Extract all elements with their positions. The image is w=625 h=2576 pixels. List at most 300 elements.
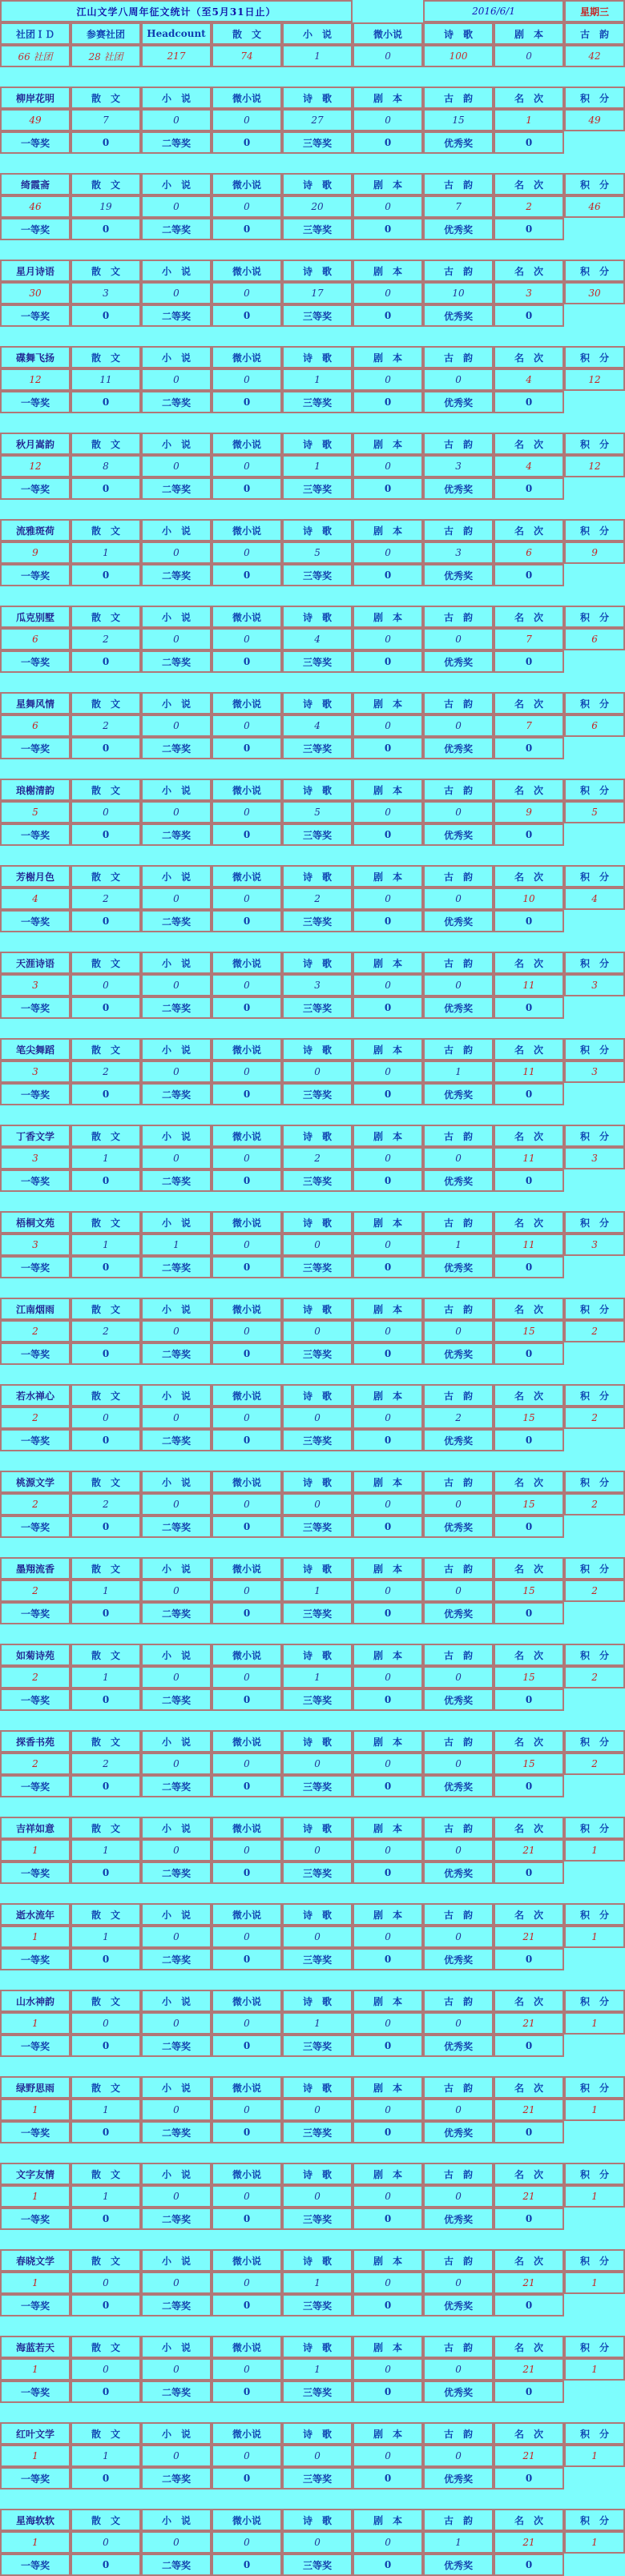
- club-value: 3: [0, 1234, 71, 1256]
- block-spacer: [0, 240, 625, 260]
- award-count: 0: [353, 1862, 423, 1884]
- award-count: 0: [71, 1342, 141, 1365]
- club-value: 0: [141, 541, 212, 564]
- column-label: 散 文: [71, 1471, 141, 1493]
- club-value: 0: [353, 1580, 423, 1602]
- column-label: 诗 歌: [282, 1557, 353, 1580]
- award-count: 0: [494, 1083, 564, 1105]
- club-value: 0: [353, 1320, 423, 1342]
- award-label: 一等奖: [0, 2035, 71, 2057]
- club-values-row: [0, 1234, 625, 1256]
- club-value: 9: [494, 801, 564, 823]
- award-count: 0: [353, 1342, 423, 1365]
- club-values-row: [0, 2012, 625, 2035]
- club-awards-row: [0, 1342, 625, 1365]
- column-label: 名 次: [494, 433, 564, 455]
- column-label: 名 次: [494, 692, 564, 714]
- award-label: 优秀奖: [423, 564, 494, 586]
- award-label: 优秀奖: [423, 2208, 494, 2230]
- club-value: 1: [0, 2185, 71, 2208]
- summary-header-cell: 剧 本: [494, 22, 564, 45]
- column-label: 诗 歌: [282, 865, 353, 888]
- column-label: 散 文: [71, 1730, 141, 1753]
- column-label: 积 分: [564, 1125, 625, 1147]
- club-header-row: [0, 433, 625, 455]
- award-count: 0: [71, 737, 141, 759]
- award-label: 二等奖: [141, 218, 212, 240]
- block-spacer: [0, 1797, 625, 1817]
- column-label: 剧 本: [353, 1211, 423, 1234]
- award-label: 二等奖: [141, 737, 212, 759]
- column-label: 名 次: [494, 2509, 564, 2531]
- column-label: 积 分: [564, 433, 625, 455]
- award-count: 0: [212, 823, 282, 846]
- club-value: 0: [141, 714, 212, 737]
- club-value: 0: [353, 282, 423, 304]
- column-label: 古 韵: [423, 1471, 494, 1493]
- club-value: 0: [212, 2531, 282, 2554]
- award-count: 0: [353, 2035, 423, 2057]
- award-label: 三等奖: [282, 823, 353, 846]
- column-label: 积 分: [564, 2163, 625, 2185]
- award-count: 0: [494, 218, 564, 240]
- column-label: 古 韵: [423, 1817, 494, 1839]
- award-count: 0: [353, 1515, 423, 1538]
- club-value: 0: [141, 2272, 212, 2294]
- award-count: 0: [353, 131, 423, 154]
- club-awards-row: [0, 1083, 625, 1105]
- column-label: 剧 本: [353, 606, 423, 628]
- award-label: 优秀奖: [423, 1775, 494, 1797]
- award-count: 0: [494, 131, 564, 154]
- award-label: 三等奖: [282, 218, 353, 240]
- club-value: 4: [564, 888, 625, 910]
- club-name: 桃源文学: [0, 1471, 71, 1493]
- column-label: 微小说: [212, 2076, 282, 2099]
- column-label: 名 次: [494, 1730, 564, 1753]
- club-value: 0: [212, 282, 282, 304]
- column-label: 散 文: [71, 2163, 141, 2185]
- award-label: 三等奖: [282, 1429, 353, 1451]
- column-label: 诗 歌: [282, 2422, 353, 2445]
- column-label: 古 韵: [423, 606, 494, 628]
- column-label: 名 次: [494, 1471, 564, 1493]
- award-label: 三等奖: [282, 304, 353, 327]
- club-value: 15: [494, 1753, 564, 1775]
- club-value: 0: [353, 1493, 423, 1515]
- column-label: 古 韵: [423, 2509, 494, 2531]
- club-value: 0: [353, 2012, 423, 2035]
- block-spacer: [0, 1365, 625, 1384]
- award-count: 0: [353, 1688, 423, 1711]
- summary-header-cell: 社团ＩＤ: [0, 22, 71, 45]
- club-value: 1: [282, 2272, 353, 2294]
- club-value: 0: [423, 2099, 494, 2121]
- column-label: 微小说: [212, 952, 282, 974]
- club-value: 0: [423, 1580, 494, 1602]
- award-label: 优秀奖: [423, 304, 494, 327]
- club-value: 1: [282, 368, 353, 391]
- column-label: 积 分: [564, 1038, 625, 1061]
- column-label: 微小说: [212, 1211, 282, 1234]
- award-label: 三等奖: [282, 2035, 353, 2057]
- column-label: 散 文: [71, 1644, 141, 1666]
- club-value: 6: [0, 714, 71, 737]
- award-label: 二等奖: [141, 1775, 212, 1797]
- club-value: 0: [212, 2012, 282, 2035]
- column-label: 剧 本: [353, 1990, 423, 2012]
- club-value: 1: [282, 1580, 353, 1602]
- column-label: 小 说: [141, 2076, 212, 2099]
- column-label: 诗 歌: [282, 606, 353, 628]
- club-awards-row: [0, 2208, 625, 2230]
- column-label: 剧 本: [353, 779, 423, 801]
- column-label: 小 说: [141, 519, 212, 541]
- column-label: 积 分: [564, 173, 625, 195]
- club-value: 1: [71, 1234, 141, 1256]
- club-value: 0: [141, 1839, 212, 1862]
- award-label: 三等奖: [282, 391, 353, 413]
- club-value: 1: [564, 2099, 625, 2121]
- award-count: 0: [494, 391, 564, 413]
- club-value: 3: [423, 541, 494, 564]
- column-label: 微小说: [212, 2163, 282, 2185]
- award-count: 0: [494, 304, 564, 327]
- club-values-row: [0, 2358, 625, 2381]
- column-label: 剧 本: [353, 1384, 423, 1407]
- club-value: 0: [353, 974, 423, 996]
- award-label: 二等奖: [141, 477, 212, 500]
- summary-header-cell: 微小说: [353, 22, 423, 45]
- column-label: 诗 歌: [282, 1038, 353, 1061]
- club-name: 绮霞斋: [0, 173, 71, 195]
- club-values-row: [0, 974, 625, 996]
- column-label: 散 文: [71, 865, 141, 888]
- column-label: 散 文: [71, 173, 141, 195]
- club-value: 0: [423, 1147, 494, 1169]
- club-value: 0: [353, 1666, 423, 1688]
- club-value: 1: [71, 1839, 141, 1862]
- award-count: 0: [494, 1256, 564, 1278]
- column-label: 微小说: [212, 2336, 282, 2358]
- club-value: 0: [353, 195, 423, 218]
- award-count: 0: [494, 1862, 564, 1884]
- club-name: 吉祥如意: [0, 1817, 71, 1839]
- column-label: 散 文: [71, 1384, 141, 1407]
- column-label: 古 韵: [423, 260, 494, 282]
- club-name: 天涯诗语: [0, 952, 71, 974]
- club-value: 1: [71, 1580, 141, 1602]
- award-count: 0: [212, 2035, 282, 2057]
- award-count: 0: [494, 1688, 564, 1711]
- award-count: 0: [212, 1515, 282, 1538]
- club-values-row: [0, 368, 625, 391]
- club-values-row: [0, 1147, 625, 1169]
- club-value: 1: [0, 2012, 71, 2035]
- award-label: 三等奖: [282, 2121, 353, 2143]
- club-value: 21: [494, 2012, 564, 2035]
- award-label: 优秀奖: [423, 1602, 494, 1624]
- club-value: 1: [564, 2012, 625, 2035]
- award-label: 三等奖: [282, 1256, 353, 1278]
- award-label: 二等奖: [141, 1429, 212, 1451]
- club-header-row: [0, 2336, 625, 2358]
- award-count: 0: [212, 2467, 282, 2489]
- column-label: 名 次: [494, 260, 564, 282]
- column-label: 名 次: [494, 1384, 564, 1407]
- club-awards-row: [0, 564, 625, 586]
- club-value: 3: [71, 282, 141, 304]
- club-value: 1: [423, 1061, 494, 1083]
- club-value: 21: [494, 2531, 564, 2554]
- column-label: 散 文: [71, 1990, 141, 2012]
- award-count: 0: [212, 910, 282, 932]
- club-name: 文字友情: [0, 2163, 71, 2185]
- club-value: 1: [0, 1926, 71, 1948]
- club-value: 1: [0, 2358, 71, 2381]
- column-label: 微小说: [212, 779, 282, 801]
- award-label: 三等奖: [282, 1083, 353, 1105]
- column-label: 诗 歌: [282, 952, 353, 974]
- club-value: 0: [212, 1753, 282, 1775]
- block-spacer: [0, 2489, 625, 2509]
- club-awards-row: [0, 2554, 625, 2576]
- club-value: 10: [423, 282, 494, 304]
- column-label: 微小说: [212, 433, 282, 455]
- award-label: 三等奖: [282, 1775, 353, 1797]
- award-count: 0: [494, 1169, 564, 1192]
- club-value: 11: [494, 974, 564, 996]
- award-count: 0: [71, 1602, 141, 1624]
- column-label: 名 次: [494, 1903, 564, 1926]
- club-value: 0: [423, 2185, 494, 2208]
- block-spacer: [0, 2057, 625, 2076]
- award-label: 二等奖: [141, 1256, 212, 1278]
- block-spacer: [0, 1019, 625, 1038]
- award-label: 二等奖: [141, 131, 212, 154]
- club-header-row: [0, 2422, 625, 2445]
- club-awards-row: [0, 1688, 625, 1711]
- column-label: 小 说: [141, 1125, 212, 1147]
- award-label: 一等奖: [0, 1169, 71, 1192]
- award-label: 优秀奖: [423, 1862, 494, 1884]
- club-value: 5: [0, 801, 71, 823]
- column-label: 剧 本: [353, 1644, 423, 1666]
- column-label: 诗 歌: [282, 1990, 353, 2012]
- column-label: 微小说: [212, 606, 282, 628]
- club-value: 2: [564, 1493, 625, 1515]
- club-value: 0: [282, 2445, 353, 2467]
- column-label: 散 文: [71, 2336, 141, 2358]
- award-count: 0: [353, 650, 423, 673]
- column-label: 古 韵: [423, 2163, 494, 2185]
- block-spacer: [0, 1711, 625, 1730]
- club-value: 0: [212, 1407, 282, 1429]
- award-label: 一等奖: [0, 2381, 71, 2403]
- column-label: 古 韵: [423, 1903, 494, 1926]
- club-value: 15: [494, 1493, 564, 1515]
- club-value: 1: [282, 2358, 353, 2381]
- club-value: 0: [423, 1753, 494, 1775]
- award-count: 0: [71, 2294, 141, 2316]
- column-label: 散 文: [71, 2249, 141, 2272]
- club-header-row: [0, 779, 625, 801]
- club-value: 0: [423, 1926, 494, 1948]
- column-label: 散 文: [71, 1125, 141, 1147]
- award-label: 二等奖: [141, 1515, 212, 1538]
- award-count: 0: [71, 1862, 141, 1884]
- award-label: 一等奖: [0, 2208, 71, 2230]
- club-value: 0: [353, 801, 423, 823]
- club-value: 1: [71, 1926, 141, 1948]
- summary-value: 42: [564, 45, 625, 67]
- award-label: 优秀奖: [423, 1169, 494, 1192]
- column-label: 名 次: [494, 1817, 564, 1839]
- club-value: 11: [494, 1234, 564, 1256]
- award-label: 二等奖: [141, 2381, 212, 2403]
- club-value: 2: [423, 1407, 494, 1429]
- award-label: 一等奖: [0, 1515, 71, 1538]
- club-value: 21: [494, 2358, 564, 2381]
- club-value: 0: [212, 1061, 282, 1083]
- club-value: 0: [282, 2531, 353, 2554]
- club-value: 2: [0, 1407, 71, 1429]
- club-value: 0: [141, 1926, 212, 1948]
- award-label: 一等奖: [0, 1256, 71, 1278]
- column-label: 诗 歌: [282, 519, 353, 541]
- club-value: 0: [71, 974, 141, 996]
- club-value: 0: [423, 1839, 494, 1862]
- club-name: 红叶文学: [0, 2422, 71, 2445]
- column-label: 微小说: [212, 1298, 282, 1320]
- column-label: 诗 歌: [282, 779, 353, 801]
- club-value: 3: [564, 974, 625, 996]
- column-label: 微小说: [212, 1990, 282, 2012]
- award-count: 0: [353, 1083, 423, 1105]
- club-value: 0: [141, 2012, 212, 2035]
- club-value: 0: [212, 1839, 282, 1862]
- club-name: 柳岸花明: [0, 87, 71, 109]
- award-count: 0: [71, 2035, 141, 2057]
- column-label: 诗 歌: [282, 2509, 353, 2531]
- column-label: 散 文: [71, 519, 141, 541]
- award-count: 0: [71, 2208, 141, 2230]
- club-value: 2: [0, 1580, 71, 1602]
- award-label: 三等奖: [282, 2554, 353, 2576]
- club-value: 1: [0, 2099, 71, 2121]
- club-value: 2: [282, 888, 353, 910]
- award-count: 0: [353, 1948, 423, 1970]
- award-count: 0: [71, 1688, 141, 1711]
- column-label: 诗 歌: [282, 173, 353, 195]
- club-value: 0: [141, 282, 212, 304]
- award-label: 优秀奖: [423, 910, 494, 932]
- award-count: 0: [494, 477, 564, 500]
- award-label: 二等奖: [141, 564, 212, 586]
- column-label: 剧 本: [353, 2163, 423, 2185]
- column-label: 积 分: [564, 692, 625, 714]
- award-count: 0: [71, 1948, 141, 1970]
- award-label: 二等奖: [141, 996, 212, 1019]
- club-value: 1: [564, 1839, 625, 1862]
- column-label: 微小说: [212, 1817, 282, 1839]
- club-awards-row: [0, 1775, 625, 1797]
- award-label: 优秀奖: [423, 218, 494, 240]
- column-label: 剧 本: [353, 865, 423, 888]
- club-value: 0: [141, 1407, 212, 1429]
- award-count: 0: [212, 1948, 282, 1970]
- club-value: 2: [71, 1753, 141, 1775]
- club-name: 丁香文学: [0, 1125, 71, 1147]
- club-value: 1: [564, 1926, 625, 1948]
- club-value: 6: [0, 628, 71, 650]
- club-name: 梧桐文苑: [0, 1211, 71, 1234]
- club-value: 30: [0, 282, 71, 304]
- club-values-row: [0, 888, 625, 910]
- award-label: 优秀奖: [423, 823, 494, 846]
- column-label: 微小说: [212, 2422, 282, 2445]
- club-values-row: [0, 1666, 625, 1688]
- column-label: 名 次: [494, 1125, 564, 1147]
- club-header-row: [0, 173, 625, 195]
- club-header-row: [0, 1730, 625, 1753]
- club-value: 30: [564, 282, 625, 304]
- club-value: 46: [0, 195, 71, 218]
- award-label: 一等奖: [0, 2121, 71, 2143]
- club-value: 0: [282, 2099, 353, 2121]
- club-value: 15: [494, 1580, 564, 1602]
- club-value: 9: [564, 541, 625, 564]
- club-values-row: [0, 2531, 625, 2554]
- award-count: 0: [353, 823, 423, 846]
- club-name: 秋月嵩韵: [0, 433, 71, 455]
- award-label: 三等奖: [282, 131, 353, 154]
- award-count: 0: [494, 2121, 564, 2143]
- club-value: 0: [282, 2185, 353, 2208]
- column-label: 剧 本: [353, 1471, 423, 1493]
- award-count: 0: [71, 2381, 141, 2403]
- club-value: 0: [141, 974, 212, 996]
- club-value: 11: [494, 1061, 564, 1083]
- column-label: 小 说: [141, 1730, 212, 1753]
- club-awards-row: [0, 996, 625, 1019]
- column-label: 剧 本: [353, 2249, 423, 2272]
- award-count: 0: [212, 131, 282, 154]
- award-label: 二等奖: [141, 1083, 212, 1105]
- summary-value: 100: [423, 45, 494, 67]
- block-spacer: [0, 1884, 625, 1903]
- award-count: 0: [71, 1083, 141, 1105]
- award-count: 0: [494, 2554, 564, 2576]
- award-count: 0: [212, 1862, 282, 1884]
- club-value: 0: [282, 1061, 353, 1083]
- summary-value: 28 社团: [71, 45, 141, 67]
- club-value: 0: [141, 1147, 212, 1169]
- award-count: 0: [71, 910, 141, 932]
- club-value: 5: [564, 801, 625, 823]
- column-label: 微小说: [212, 173, 282, 195]
- club-header-row: [0, 1471, 625, 1493]
- column-label: 小 说: [141, 2422, 212, 2445]
- column-label: 散 文: [71, 433, 141, 455]
- club-value: 11: [71, 368, 141, 391]
- club-awards-row: [0, 2035, 625, 2057]
- column-label: 微小说: [212, 2249, 282, 2272]
- column-label: 小 说: [141, 260, 212, 282]
- column-label: 积 分: [564, 1557, 625, 1580]
- club-values-row: [0, 1580, 625, 1602]
- club-values-row: [0, 541, 625, 564]
